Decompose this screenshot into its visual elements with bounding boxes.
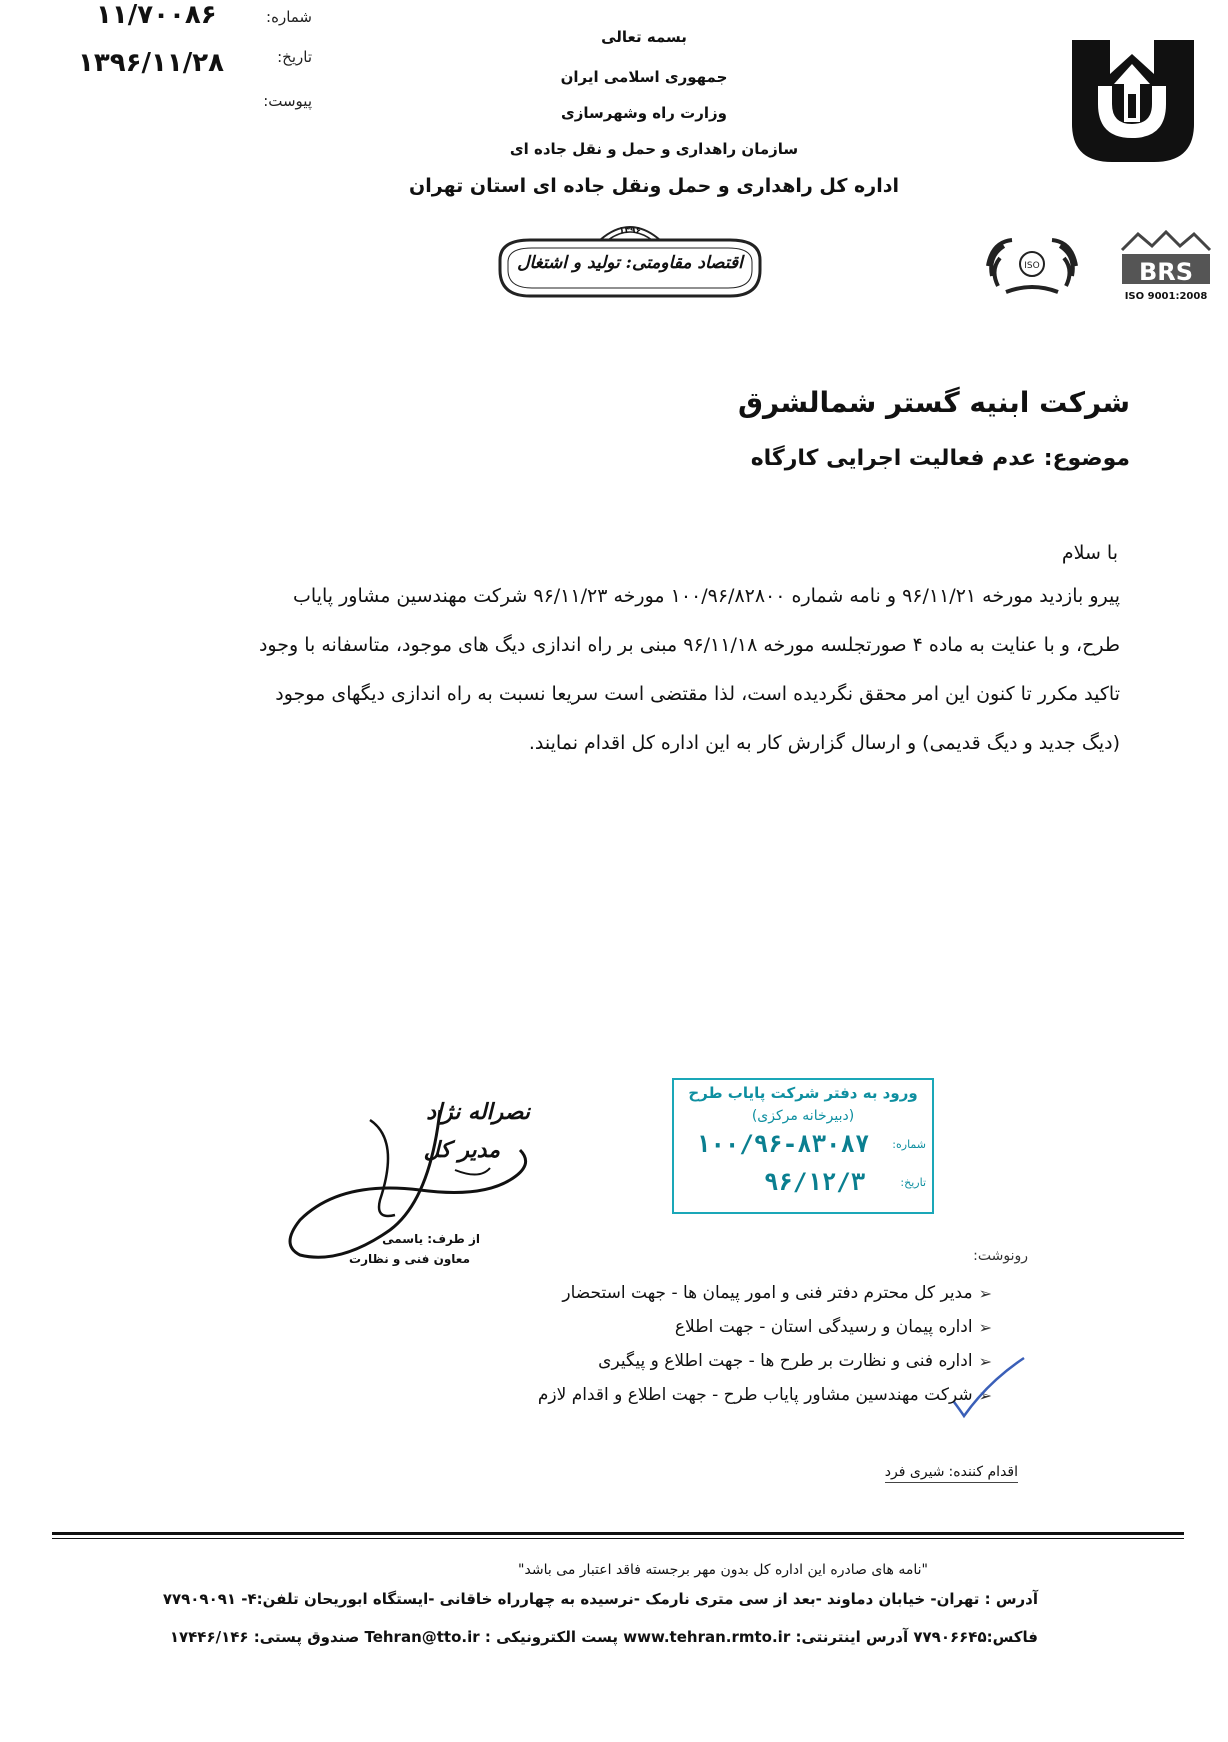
number-label: شماره: xyxy=(266,8,312,26)
stamp-number-value: ۱۰۰/۹۶-۸۳۰۸۷ xyxy=(696,1130,870,1158)
slogan-banner xyxy=(490,210,770,306)
handwritten-check-icon xyxy=(948,1352,1028,1422)
action-by-value: شیری فرد xyxy=(884,1464,945,1480)
republic-name: جمهوری اسلامی ایران xyxy=(560,68,728,86)
body-line-1: پیرو بازدید مورخه ۹۶/۱۱/۲۱ و نامه شماره ۱۰۰/۹۶/۸۲۸۰۰ مورخه ۹۶/۱۱/۲۳ شرکت مهندسین مشاور پایاب xyxy=(293,585,1120,607)
reception-stamp xyxy=(672,1078,934,1214)
number-value: ۱۱/۷۰۰۸۶ xyxy=(96,0,217,30)
arrow-bullet-icon: ➢ xyxy=(978,1385,992,1405)
stamp-date-value: ۹۶/۱۲/۳ xyxy=(764,1168,866,1196)
action-by-label: اقدام کننده: xyxy=(948,1464,1018,1480)
date-label: تاریخ: xyxy=(277,48,312,66)
slogan-year: ۱۳۹۶ xyxy=(619,226,641,236)
cc-item-text: اداره فنی و نظارت بر طرح ها - جهت اطلاع و پیگیری xyxy=(598,1351,973,1371)
cc-item xyxy=(392,1276,992,1310)
stamp-title: ورود به دفتر شرکت پایاب طرح xyxy=(688,1084,918,1102)
ministry-name: وزارت راه وشهرسازی xyxy=(561,104,727,122)
letter-subject: موضوع: عدم فعالیت اجرایی کارگاه xyxy=(750,446,1130,471)
organization-name: سازمان راهداری و حمل و نقل جاده ای xyxy=(509,140,799,158)
arrow-bullet-icon: ➢ xyxy=(978,1317,992,1337)
letter-body xyxy=(118,572,1120,768)
directorate-name: اداره کل راهداری و حمل ونقل جاده ای استان تهران xyxy=(409,175,899,197)
attachment-label: پیوست: xyxy=(263,92,312,110)
cc-item xyxy=(392,1378,992,1412)
cc-item xyxy=(392,1344,992,1378)
signatory-on-behalf: از طرف: یاسمی xyxy=(382,1232,480,1246)
recipient-name: شرکت ابنیه گستر شمالشرق xyxy=(738,386,1130,419)
cc-item-text: اداره پیمان و رسیدگی استان - جهت اطلاع xyxy=(674,1317,973,1337)
stamp-subtitle: (دبیرخانه مرکزی) xyxy=(751,1108,855,1124)
footer-address: آدرس : تهران- خیابان دماوند -بعد از سی متری نارمک -نرسیده به چهارراه خاقانی -ایستگاه ابوریحان تلفن:۴- ۷۷۹۰۹۰۹۱ xyxy=(162,1590,1038,1608)
stamp-number-label: شماره: xyxy=(892,1138,926,1151)
footer-divider-thin xyxy=(52,1538,1184,1539)
signature-block xyxy=(280,1080,550,1280)
iso-standard-text: ISO 9001:2008 xyxy=(1124,291,1208,302)
iso-seal-text: ISO xyxy=(1024,261,1040,271)
cc-item-text: شرکت مهندسین مشاور پایاب طرح - جهت اطلاع و اقدام لازم xyxy=(537,1385,973,1405)
body-line-4: (دیگ جدید و دیگ قدیمی) و ارسال گزارش کار به این اداره کل اقدام نمایند. xyxy=(528,732,1120,754)
rmto-logo xyxy=(1068,34,1198,166)
footer-contact: فاکس:۷۷۹۰۶۶۴۵ آدرس اینترنتی: www.tehran.rmto.ir پست الکترونیکی : Tehran@tto.ir صندوق پستی: ۱۷۴۴۶/۱۴۶ xyxy=(169,1628,1038,1646)
brs-logo-text: BRS xyxy=(1138,258,1194,286)
greeting: با سلام xyxy=(1061,542,1118,564)
footer-divider xyxy=(52,1532,1184,1535)
stamp-date-label: تاریخ: xyxy=(900,1176,926,1189)
iso-seal-badge xyxy=(982,236,1082,298)
cc-list xyxy=(392,1276,992,1412)
action-by xyxy=(885,1464,1018,1483)
date-value: ۱۳۹۶/۱۱/۲۸ xyxy=(78,48,224,78)
slogan-text: اقتصاد مقاومتی: تولید و اشتغال xyxy=(517,253,743,273)
footer-note: "نامه های صادره این اداره کل بدون مهر برجسته فاقد اعتبار می باشد" xyxy=(518,1562,928,1578)
cc-label: رونوشت: xyxy=(973,1248,1028,1264)
brs-logo xyxy=(1118,228,1214,304)
signatory-deputy: معاون فنی و نظارت xyxy=(349,1252,470,1266)
signatory-title: مدیر کل xyxy=(423,1138,500,1163)
cc-item xyxy=(392,1310,992,1344)
arrow-bullet-icon: ➢ xyxy=(978,1351,992,1371)
basmala: بسمه تعالی xyxy=(601,28,687,46)
arrow-bullet-icon: ➢ xyxy=(978,1283,992,1303)
signatory-name: نصراله نژاد xyxy=(426,1100,530,1125)
body-line-2: طرح، و با عنایت به ماده ۴ صورتجلسه مورخه ۹۶/۱۱/۱۸ مبنی بر راه اندازی دیگ های موجود، متاسفانه با وجود xyxy=(258,634,1120,656)
cc-item-text: مدیر کل محترم دفتر فنی و امور پیمان ها - جهت استحضار xyxy=(562,1283,973,1303)
body-line-3: تاکید مکرر تا کنون این امر محقق نگردیده است، لذا مقتضی است سریعا نسبت به راه اندازی دیگهای موجود xyxy=(275,683,1120,705)
